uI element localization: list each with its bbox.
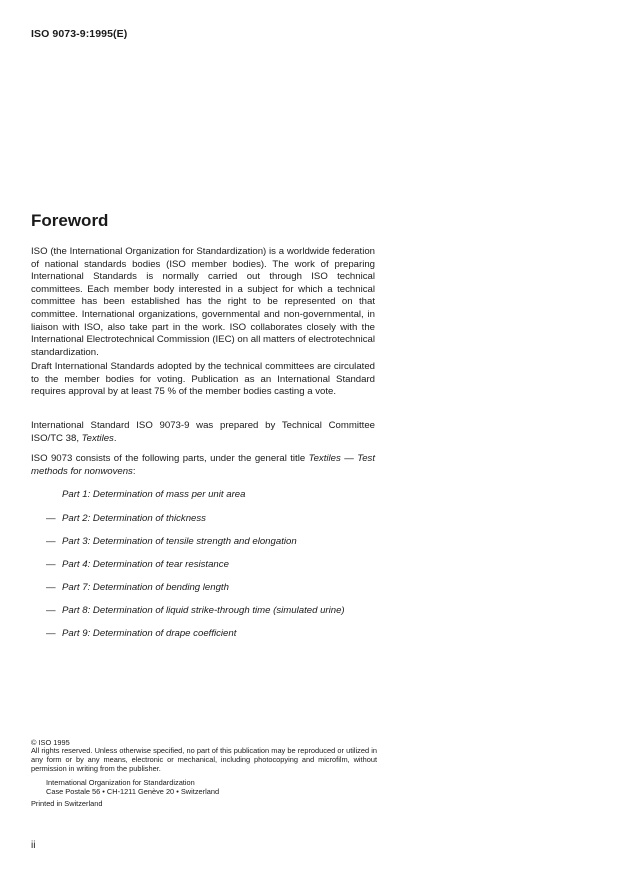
foreword-paragraph-3: [31, 420, 375, 445]
part-title: Part 7: Determination of bending length: [62, 582, 229, 593]
page-number: ii: [31, 840, 36, 851]
publisher-postal: Case Postale 56 • CH-1211 Genève 20 • Switzerland: [46, 787, 220, 797]
part-title: Part 3: Determination of tensile strength and elongation: [62, 536, 297, 547]
publisher-address: [46, 778, 392, 796]
list-item: [46, 582, 229, 594]
dash-bullet: —: [46, 559, 56, 570]
printed-in: Printed in Switzerland: [31, 799, 103, 808]
foreword-paragraph-1: ISO (the International Organization for Standardization) is a worldwide federation of national standards bodies (ISO member bodies). The work of preparing International Standards is normally carried out through ISO technical committees. Each member body interested in a subject for which a technical committee has been established has the right to be represented on that committee. International organizations, governmental and non-governmental, in liaison with ISO, also take part in the work. ISO collaborates closely with the International Electrotechnical Commission (IEC) on all matters of electrotechnical standardization.: [31, 246, 375, 358]
dash-bullet: —: [46, 513, 56, 524]
copyright-notice: © ISO 1995: [31, 738, 70, 747]
dash-bullet: —: [46, 536, 56, 547]
foreword-paragraph-2: Draft International Standards adopted by the technical committees are circulated to the member bodies for voting. Publication as an International Standard requires approval by at least 75 % of the member bodies casting a vote.: [31, 361, 375, 398]
paragraph-italic-text: Textiles: [81, 432, 114, 444]
list-item: [46, 605, 345, 617]
part-title: Part 9: Determination of drape coefficient: [62, 628, 237, 639]
dash-bullet: —: [46, 628, 56, 639]
dash-bullet: —: [46, 605, 56, 616]
publisher-org: International Organization for Standardization: [46, 778, 195, 787]
part-title: Part 1: Determination of mass per unit area: [62, 489, 246, 500]
paragraph-text-end: .: [113, 432, 117, 444]
rights-statement: All rights reserved. Unless otherwise specified, no part of this publication may be reproduced or utilized in any form or by any means, electronic or mechanical, including photocopying and microfilm, without permission in writing from the publisher.: [31, 746, 377, 774]
part-title: Part 4: Determination of tear resistance: [62, 559, 229, 570]
paragraph-text: International Standard ISO 9073-9 was prepared by Technical Committee ISO/TC 38,: [31, 420, 375, 444]
dash-bullet: —: [46, 582, 56, 593]
paragraph-italic-text: Textiles — Test methods for nonwovens: [31, 453, 375, 477]
part-title: Part 8: Determination of liquid strike-through time (simulated urine): [62, 605, 345, 616]
list-item: [46, 513, 206, 525]
list-item: [46, 628, 236, 640]
page-title: Foreword: [31, 211, 109, 230]
document-id: ISO 9073-9:1995(E): [31, 28, 128, 40]
paragraph-text-end: :: [132, 465, 136, 477]
list-item: [46, 536, 297, 548]
foreword-paragraph-4: [31, 453, 375, 478]
paragraph-text: ISO 9073 consists of the following parts, under the general title: [31, 453, 309, 464]
list-item: [46, 559, 229, 571]
list-item: [62, 489, 245, 501]
part-title: Part 2: Determination of thickness: [62, 513, 206, 524]
